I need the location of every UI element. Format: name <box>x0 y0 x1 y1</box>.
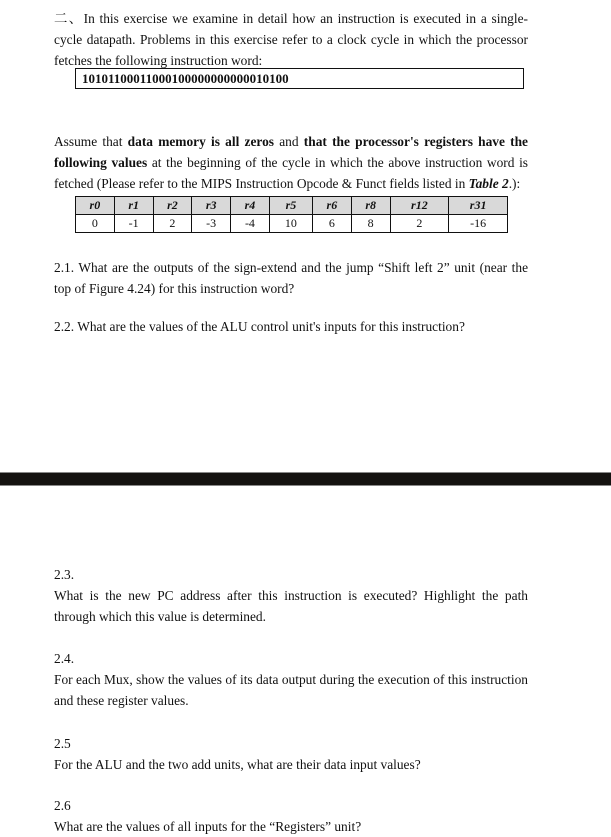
value-cell: -3 <box>192 215 231 233</box>
value-cell: 10 <box>269 215 312 233</box>
question-2-3 <box>54 564 528 627</box>
question-2-6 <box>54 795 528 837</box>
assumption-paragraph <box>54 131 528 194</box>
header-cell: r4 <box>231 197 270 215</box>
text: .): <box>508 176 521 191</box>
value-cell: -1 <box>114 215 153 233</box>
header-cell: r31 <box>449 197 508 215</box>
value-cell: 8 <box>351 215 390 233</box>
question-text: What are the values of all inputs for the “Registers” unit? <box>54 819 362 834</box>
question-text: What is the new PC address after this instruction is executed? Highlight the path through which this value is determined. <box>54 588 528 624</box>
value-cell: -4 <box>231 215 270 233</box>
text: and <box>274 134 304 149</box>
intro-paragraph <box>54 8 528 71</box>
question-2-1 <box>54 257 528 299</box>
question-number: 2.3. <box>54 567 75 582</box>
question-number: 2.6 <box>54 798 71 813</box>
value-cell: 0 <box>76 215 115 233</box>
question-text: For each Mux, show the values of its data output during the execution of this instruction and these register values. <box>54 672 528 708</box>
section-marker: 二、 <box>54 11 84 26</box>
header-cell: r0 <box>76 197 115 215</box>
table-reference: Table 2 <box>468 176 509 191</box>
question-number: 2.4. <box>54 651 75 666</box>
value-cell: 2 <box>153 215 192 233</box>
header-cell: r3 <box>192 197 231 215</box>
header-cell: r2 <box>153 197 192 215</box>
header-cell: r5 <box>269 197 312 215</box>
register-header-row <box>76 197 508 215</box>
question-text: For the ALU and the two add units, what are their data input values? <box>54 757 421 772</box>
question-number: 2.2. <box>54 319 75 334</box>
text: Assume that <box>54 134 128 149</box>
header-cell: r1 <box>114 197 153 215</box>
question-text: What are the values of the ALU control unit's inputs for this instruction? <box>77 319 465 334</box>
value-cell: -16 <box>449 215 508 233</box>
header-cell: r6 <box>313 197 352 215</box>
header-cell: r8 <box>351 197 390 215</box>
question-2-5 <box>54 733 528 775</box>
question-2-2 <box>54 316 528 337</box>
bold-text: data memory is all zeros <box>127 134 275 149</box>
intro-text: In this exercise we examine in detail how an instruction is executed in a single-cycle datapath. Problems in this exercise refer to a clock cycle in which the processor fetches the following instruction word: <box>54 11 529 68</box>
value-cell: 2 <box>390 215 449 233</box>
question-number: 2.5 <box>54 736 71 751</box>
bold-text: that the processor's registers have the following values <box>54 134 528 170</box>
register-value-row <box>76 215 508 233</box>
register-table <box>75 196 508 233</box>
question-number: 2.1. <box>54 260 75 275</box>
value-cell: 6 <box>313 215 352 233</box>
instruction-word-box: 10101100011000100000000000010100 <box>75 68 524 89</box>
header-cell: r12 <box>390 197 449 215</box>
text: at the beginning of the cycle in which the above instruction word is fetched (Please refer to the MIPS Instruction Opcode & Funct fields listed in <box>54 155 529 191</box>
question-text: What are the outputs of the sign-extend and the jump “Shift left 2” unit (near the top of Figure 4.24) for this instruction word? <box>54 260 529 296</box>
page-separator <box>0 472 611 486</box>
question-2-4 <box>54 648 528 711</box>
